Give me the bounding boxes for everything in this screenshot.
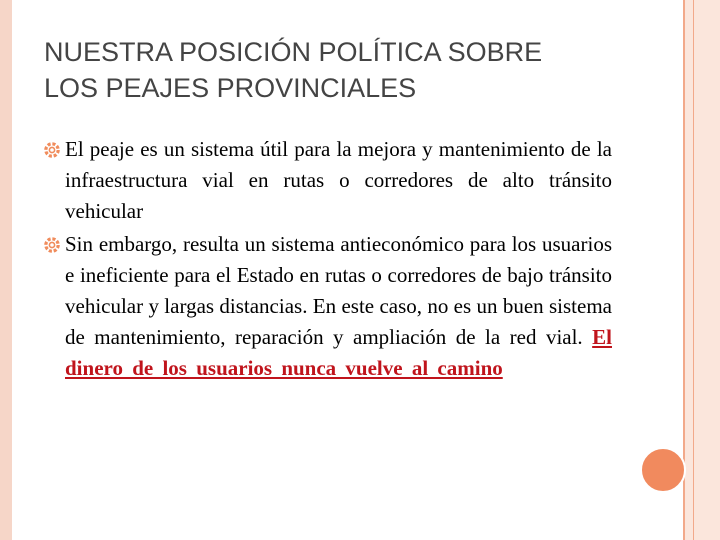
bullet-list [44,134,612,384]
right-frame-band [684,0,720,540]
bullet-text: El peaje es un sistema útil para la mejora y mantenimiento de la infraestructura vial en rutas o corredores de alto tránsito vehicular [65,137,612,223]
gear-bullet-icon [44,142,60,158]
emphasis-text: El dinero de los usuarios nunca vuelve al camino [65,325,612,380]
bullet-item [44,134,612,227]
slide-title [44,34,644,106]
slide-title-line: NUESTRA POSICIÓN POLÍTICA SOBRE [44,37,543,67]
bullet-text: Sin embargo, resulta un sistema antieconómico para los usuarios e ineficiente para el Estado en rutas o corredores de bajo tránsito vehicular y largas distancias. En este caso, no es un buen sistema de mantenimiento, reparación y ampliación de la red vial. [65,232,612,349]
left-frame-band [0,0,12,540]
accent-circle [640,447,686,493]
slide-title-line: LOS PEAJES PROVINCIALES [44,73,417,103]
right-frame-line [693,0,694,540]
gear-bullet-icon [44,237,60,253]
bullet-item [44,229,612,384]
